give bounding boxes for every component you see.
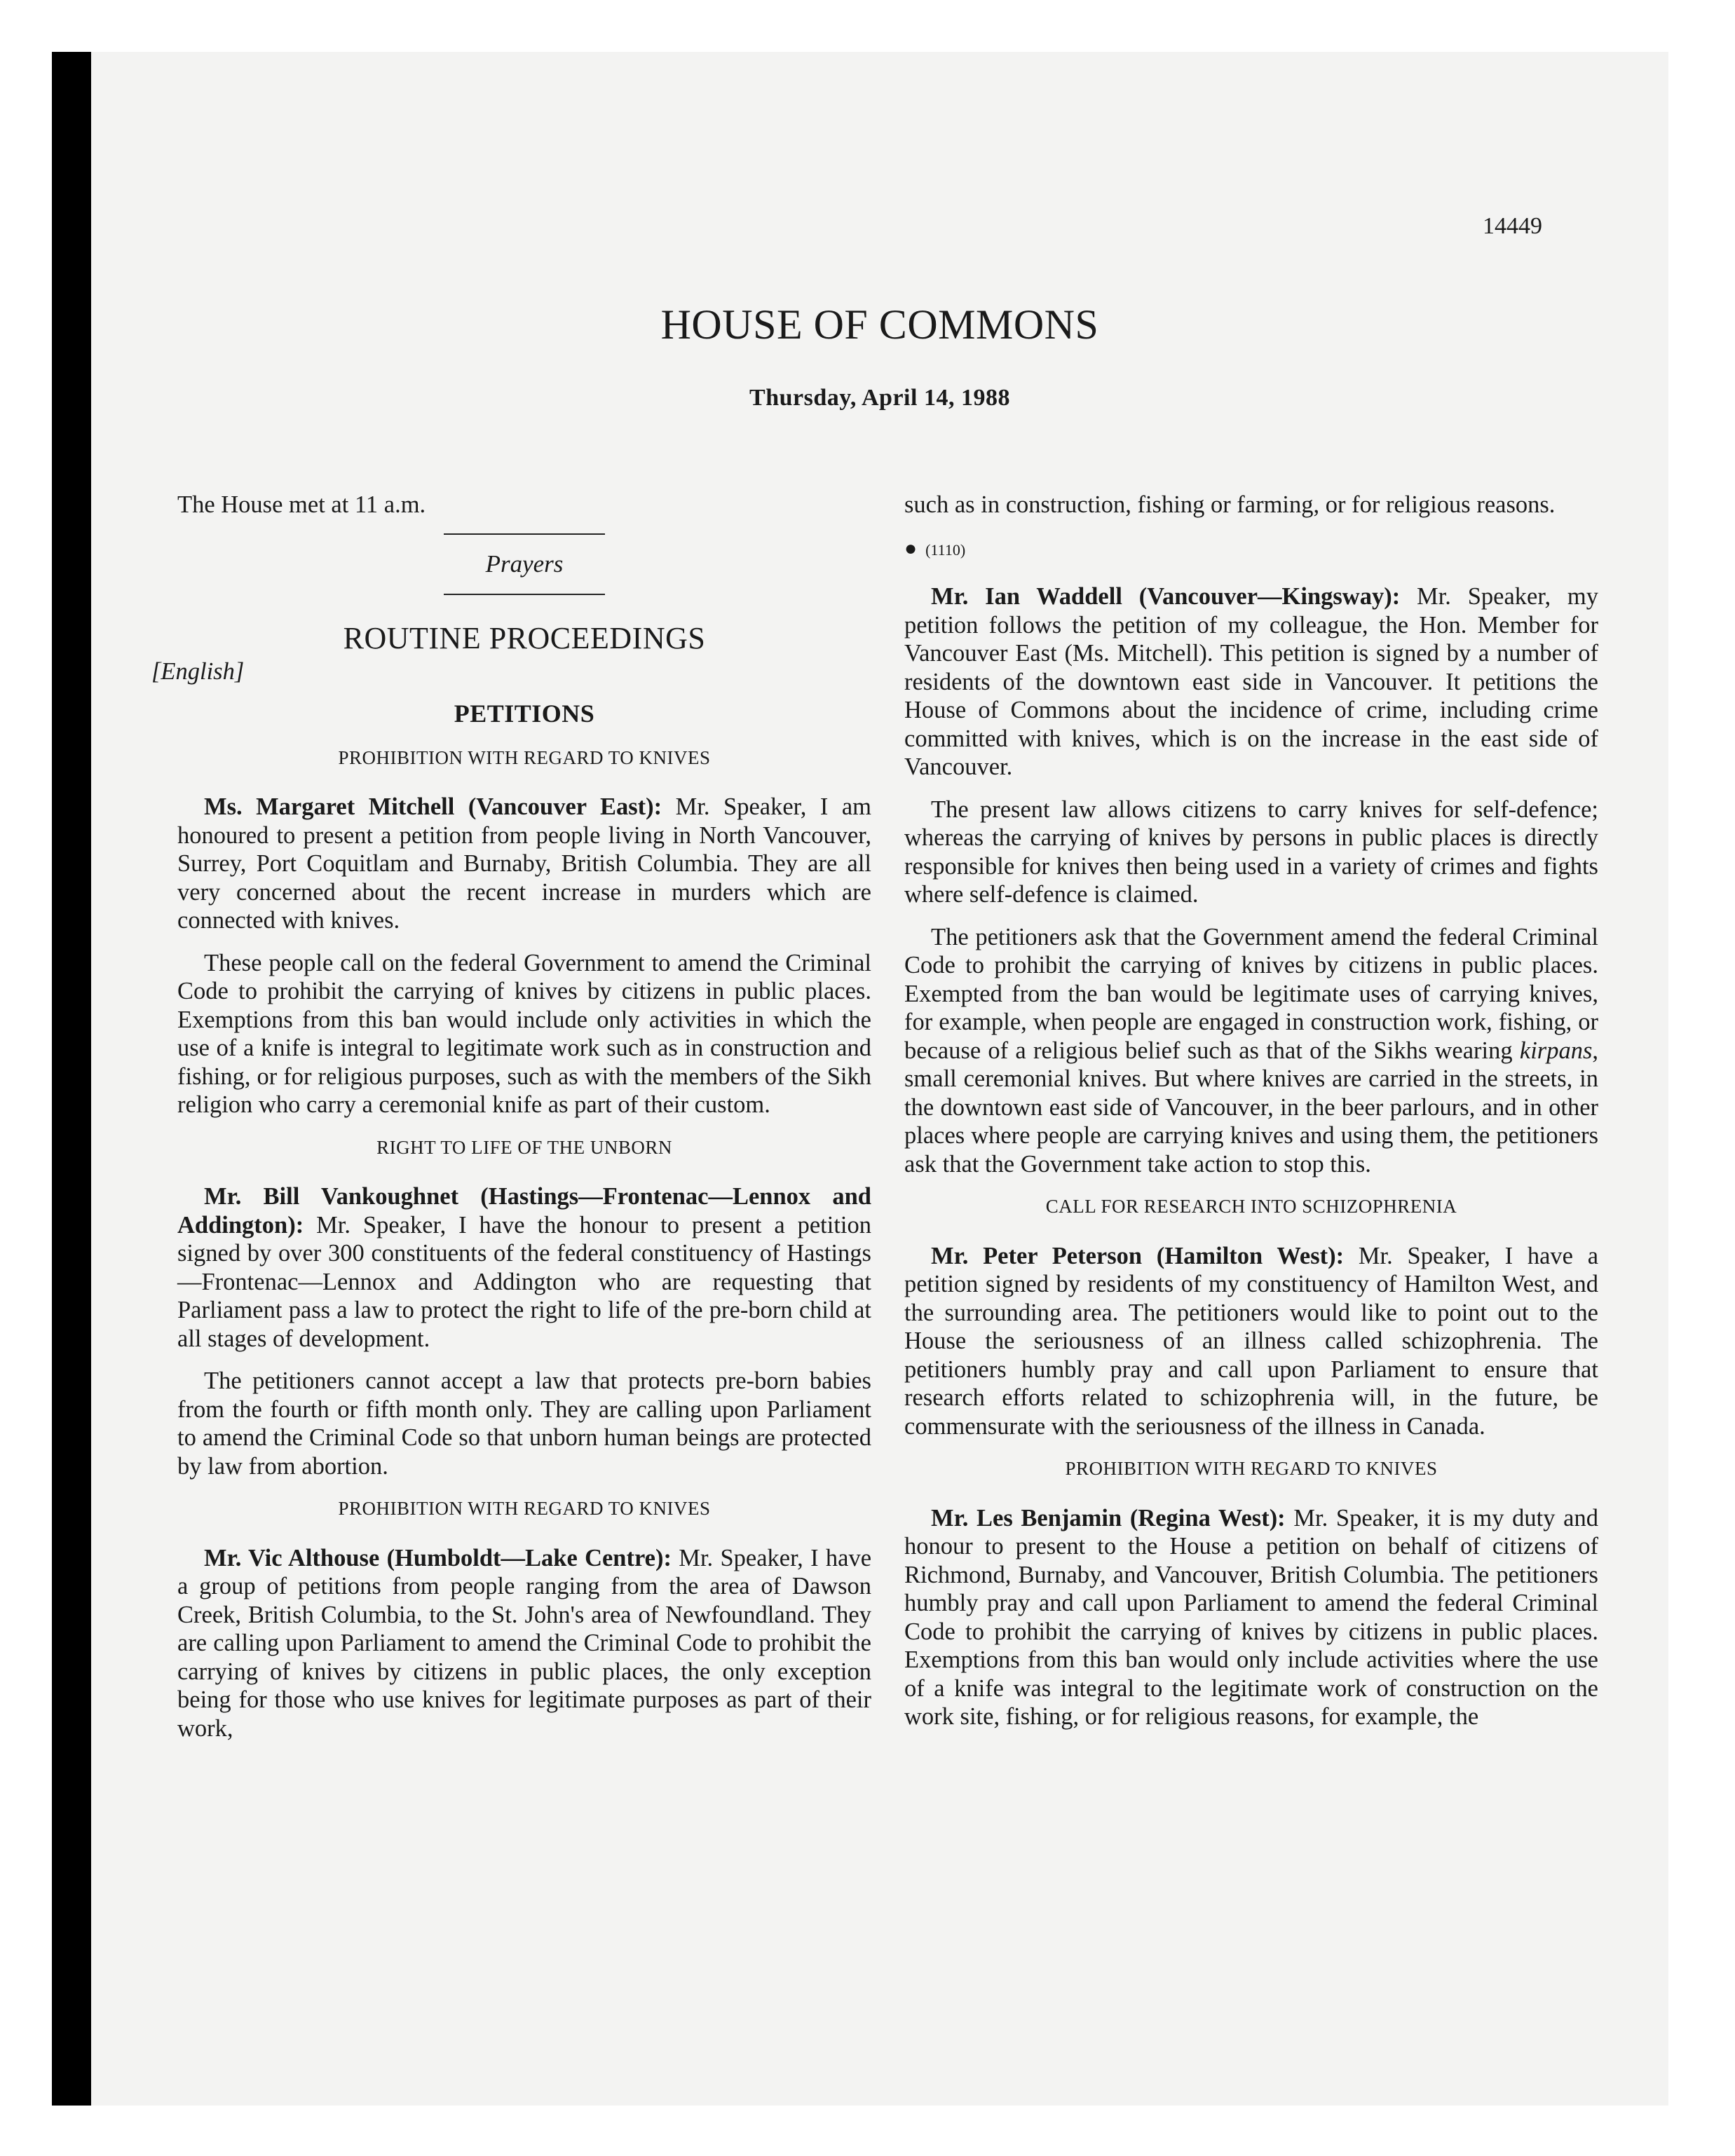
- subheading-knives: PROHIBITION WITH REGARD TO KNIVES: [338, 746, 711, 768]
- speech-text: Mr. Speaker, I am honoured to present a petition from people living in North Vancouver, Surrey, Port Coquitlam and Burnaby, British Columbia. They are all very concerned about the recent increase in murders which are connected with knives.: [177, 793, 871, 934]
- paragraph: The petitioners cannot accept a law that protects pre-born babies from the fourth or fifth month only. They are calling upon Parliament to amend the Criminal Code so that unborn human beings are protected by law from abortion.: [177, 1367, 871, 1480]
- divider-rule: [444, 533, 605, 535]
- subheading-knives: PROHIBITION WITH REGARD TO KNIVES: [1065, 1458, 1438, 1479]
- paragraph: The petitioners ask that the Government amend the federal Criminal Code to prohibit the carrying of knives by citizens in public places. Exempted from the ban would be legitimate uses of carrying knives, for example, when people are engaged in construction work, fishing, or because of a religious belief such as that of the Sikhs wearing kirpans, small ceremonial knives. But where knives are carried in the streets, in the downtown east side of Vancouver, in the beer parlours, and in other places where people are carrying knives and using them, the petitioners ask that the Government take action to stop this.: [904, 923, 1598, 1178]
- speech-text: Mr. Speaker, I have a group of petitions from people ranging from the area of Dawson Creek, British Columbia, to the St. John's area of Newfoundland. They are calling upon Parliament to amend the Criminal Code to prohibit the carrying of knives by citizens in public places, the only exception being for those who use knives for legitimate purposes as part of their work,: [177, 1544, 872, 1742]
- speaker-name: Mr. Bill Vankoughnet (Hastings—Frontenac—Lennox and Addington):: [177, 1183, 871, 1239]
- opening-line: The House met at 11 a.m.: [177, 491, 426, 518]
- sitting-date: Thursday, April 14, 1988: [749, 385, 1010, 411]
- speech-text: Mr. Speaker, it is my duty and honour to present to the House a petition on behalf of citizens of Richmond, Burnaby, and Vancouver, British Columbia. The petitioners humbly pray and call upon Parliament to amend the federal Criminal Code to prohibit the carrying of knives by citizens in public places. Exemptions from this ban would only include activities where the use of a knife was integral to the legitimate work of construction on the work site, fishing, or for religious reasons, for example, the: [904, 1504, 1598, 1730]
- divider-rule: [444, 594, 605, 595]
- time-stamp: ● (1110): [904, 536, 966, 560]
- right-column: [904, 491, 1598, 1731]
- paragraph-continuation: such as in construction, fishing or farming, or for religious reasons.: [904, 491, 1556, 518]
- paragraph: [904, 1504, 1598, 1731]
- speech-text: Mr. Speaker, I have a petition signed by residents of my constituency of Hamilton West, and the surrounding area. The petitioners would like to point out to the House the seriousness of an illness called schizophrenia. The petitioners humbly pray and call upon Parliament to ensure that research efforts related to schizophrenia will, in the future, be commensurate with the seriousness of the illness in Canada.: [904, 1242, 1599, 1440]
- speaker-name: Mr. Les Benjamin (Regina West):: [931, 1504, 1286, 1531]
- subheading-knives: PROHIBITION WITH REGARD TO KNIVES: [338, 1498, 711, 1519]
- bullet-icon: ●: [904, 536, 918, 560]
- paragraph: [177, 793, 871, 935]
- speech-text: Mr. Speaker, I have the honour to present a petition signed by over 300 constituents of the federal constituency of Hastings—Frontenac—Lennox and Addington who are requesting that Parliament pass a law to protect the right to life of the pre-born child at all stages of development.: [177, 1211, 871, 1352]
- left-column: [151, 491, 872, 1742]
- subheading-schizophrenia: CALL FOR RESEARCH INTO SCHIZOPHRENIA: [1045, 1196, 1457, 1217]
- paragraph: [177, 1544, 871, 1743]
- speaker-name: Mr. Ian Waddell (Vancouver—Kingsway):: [931, 583, 1401, 610]
- routine-proceedings-heading: ROUTINE PROCEEDINGS: [343, 621, 706, 655]
- speaker-name: Mr. Peter Peterson (Hamilton West):: [931, 1242, 1345, 1269]
- paragraph: [904, 1242, 1598, 1441]
- speaker-name: Ms. Margaret Mitchell (Vancouver East):: [204, 793, 662, 820]
- language-note: [English]: [151, 657, 245, 685]
- speaker-name: Mr. Vic Althouse (Humboldt—Lake Centre):: [204, 1544, 672, 1571]
- prayers-heading: Prayers: [485, 550, 564, 578]
- speech-text: Mr. Speaker, my petition follows the petition of my colleague, the Hon. Member for Vancouver East (Ms. Mitchell). This petition is signed by a number of residents of the downtown east side in Vancouver. It petitions the House of Commons about the incidence of crime, including crime committed with knives, which is on the increase in the east side of Vancouver.: [904, 583, 1598, 780]
- paragraph: These people call on the federal Government to amend the Criminal Code to prohibit the carrying of knives by citizens in public places. Exemptions from this ban would include only activities in which the use of a knife is integral to legitimate work such as in construction and fishing, or for religious purposes, such as with the members of the Sikh religion who carry a ceremonial knife as part of their custom.: [177, 949, 871, 1118]
- italic-term: kirpans: [1519, 1037, 1593, 1064]
- paragraph: The present law allows citizens to carry knives for self-defence; whereas the carrying of knives by persons in public places is directly responsible for knives then being used in a variety of crimes and fights where self-defence is claimed.: [904, 796, 1598, 908]
- petitions-heading: PETITIONS: [454, 700, 595, 728]
- page-title: HOUSE OF COMMONS: [660, 301, 1099, 348]
- subheading-right-to-life: RIGHT TO LIFE OF THE UNBORN: [376, 1136, 672, 1158]
- paragraph: [177, 1182, 871, 1353]
- paragraph: [904, 582, 1598, 782]
- scan-edge-bar: [52, 52, 91, 2106]
- page-number: 14449: [1483, 213, 1542, 239]
